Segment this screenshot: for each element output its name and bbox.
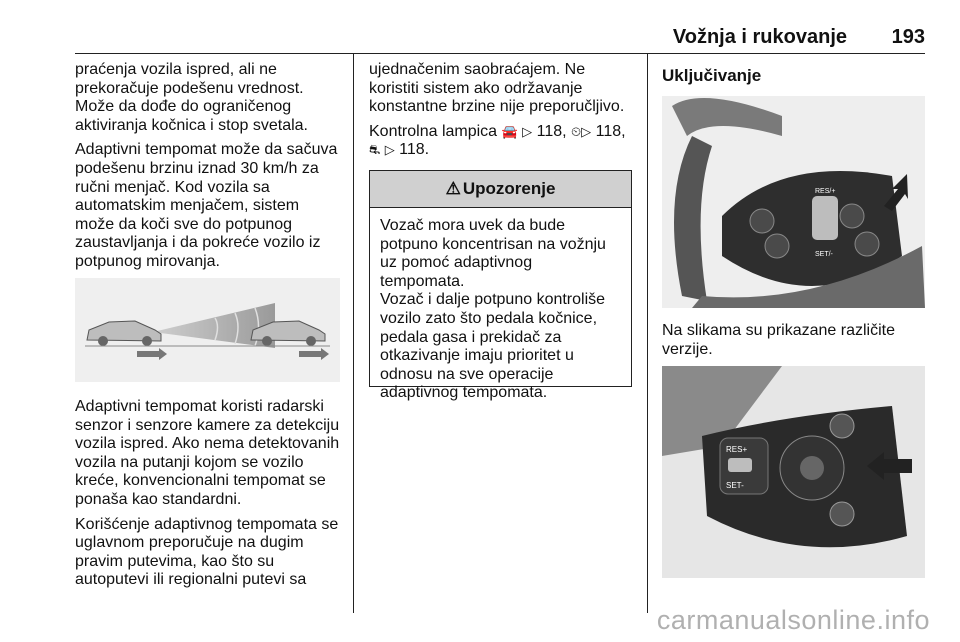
page-ref: 118,: [595, 122, 626, 140]
page-ref: 118.: [399, 141, 430, 159]
thumbwheel: [812, 196, 838, 240]
warning-title: Upozorenje: [462, 179, 556, 198]
res-label: RES+: [726, 445, 748, 454]
paragraph-indicator: [369, 123, 635, 160]
set-label: SET/-: [815, 251, 833, 258]
steering-wheel-illustration-1: [662, 96, 925, 308]
column-2: [369, 61, 635, 166]
column-1-lower: [75, 398, 345, 596]
page-ref-icon: ▷: [581, 123, 592, 139]
steering-wheel-illustration-2: [662, 366, 925, 578]
radar-figure-svg: [75, 278, 340, 382]
column-1: [75, 61, 345, 278]
indicator-text: Kontrolna lampica: [369, 122, 498, 140]
page-header: [75, 0, 925, 54]
section-title: Uključivanje: [662, 66, 762, 85]
figure-caption: Na slikama su prikazane različite verzije.: [662, 322, 895, 358]
warning-box: [369, 170, 632, 402]
column-divider-2: [647, 53, 648, 613]
adaptive-cruise-button: [840, 204, 864, 228]
set-label: SET-: [726, 481, 744, 490]
chapter-title: Vožnja i rukovanje: [672, 26, 847, 48]
paragraph: Adaptivni tempomat koristi radarski senzor i senzore kamere za detekciju vozila ispred. Ako nema detektovanih vozila na putanji kojom se vozilo kreće, konvencionalni tempomat se ponaša kao standardni.: [75, 398, 340, 508]
adaptive-cruise-icon: ⛐: [369, 142, 381, 158]
steering-wheel-svg-2: [662, 366, 925, 578]
thumbwheel: [728, 458, 752, 472]
radar-illustration: [75, 278, 340, 382]
res-label: RES/+: [815, 188, 836, 195]
paragraph: Korišćenje adaptivnog tempomata se uglavnom preporučuje na dugim pravim putevima, kao što su autoputevi ili regionalni putevi sa: [75, 515, 339, 589]
warning-triangle-icon: ⚠: [445, 179, 461, 198]
warning-header: [370, 171, 631, 208]
page-ref: 118,: [536, 122, 567, 140]
car-indicator-icon: 🚘: [501, 123, 518, 139]
column-divider-1: [353, 53, 354, 613]
steering-wheel-svg-1: [662, 96, 925, 308]
paragraph: Adaptivni tempomat može da sačuva podešenu brzinu iznad 30 km/h za ručni menjač. Kod vozila sa automatskim menjačem, sistem može da koči sve do potpunog zaustavljanja i da pokreće vozilo iz potpunog mirovanja.: [75, 141, 338, 270]
cruise-control-icon: ⏲: [571, 123, 582, 139]
warning-body: Vozač mora uvek da bude potpuno koncentrisan na vožnju uz pomoć adaptivnog tempomata. Vozač i dalje potpuno kontroliše vozilo zato što pedala kočnice, pedala gasa i prekidač za otkazivanje imaju prioritet u odnosu na sve operacije adaptivnog tempomata.: [380, 217, 606, 402]
page-ref-icon: ▷: [522, 123, 533, 139]
page-number: 193: [891, 26, 925, 48]
own-car-icon: [87, 321, 161, 346]
watermark: carmanualsonline.info: [656, 605, 930, 635]
paragraph: praćenja vozila ispred, ali ne prekoračuje podešenu vrednost. Može da dođe do ograničenog aktiviranja kočnica i stop svetala.: [75, 61, 308, 134]
direction-arrow-icon: [299, 348, 329, 360]
page-ref-icon: ▷: [384, 142, 395, 158]
paragraph: ujednačenim saobraćajem. Ne koristiti sistem ako održavanje konstantne brzine nije preporučljivo.: [369, 61, 625, 116]
direction-arrow-icon: [137, 348, 167, 360]
